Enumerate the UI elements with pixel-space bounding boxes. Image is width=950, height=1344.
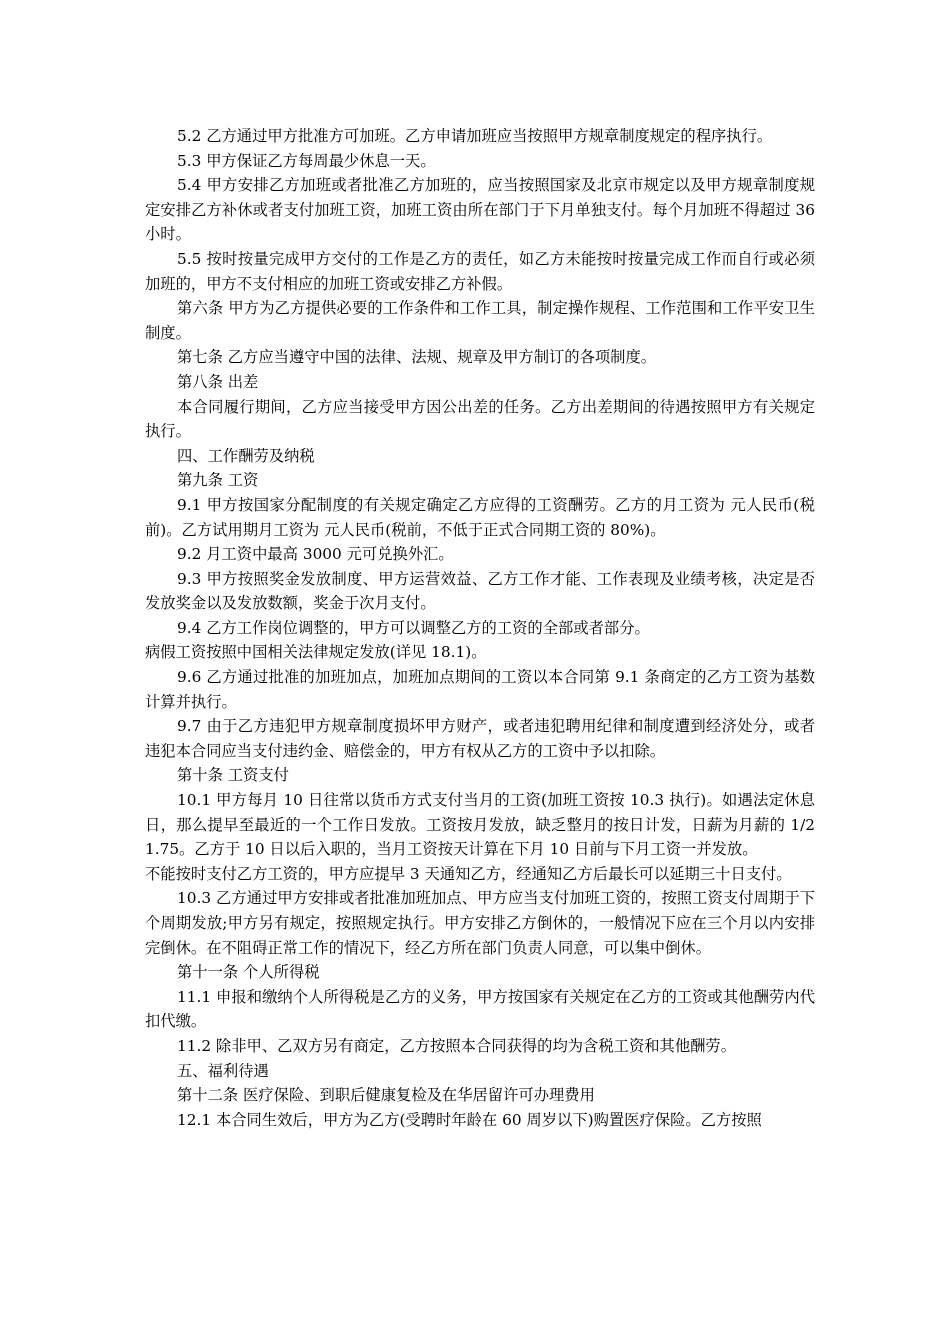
paragraph-5-3: 5.3 甲方保证乙方每周最少休息一天。	[177, 151, 436, 170]
article-10-heading: 第十条 工资支付	[177, 766, 289, 785]
paragraph-10-3: 10.3 乙方通过甲方安排或者批准加班加点、甲方应当支付加班工资的，按照工资支付周期于下个周期发放;甲方另有规定，按照规定执行。甲方安排乙方倒休的，一般情况下应在三个月以内安排完倒休。在不阻碍正常工作的情况下，经乙方所在部门负责人同意，可以集中倒休。	[145, 889, 815, 957]
article-11-heading: 第十一条 个人所得税	[177, 963, 320, 982]
paragraph-late-payment: 不能按时支付乙方工资的，甲方应提早 3 天通知乙方，经通知乙方后最长可以延期三十日支付。	[145, 864, 792, 883]
paragraph-11-2: 11.2 除非甲、乙双方另有商定，乙方按照本合同获得的均为含税工资和其他酬劳。	[177, 1036, 737, 1055]
paragraph-9-6: 9.6 乙方通过批准的加班加点，加班加点期间的工资以本合同第 9.1 条商定的乙方工资为基数计算并执行。	[145, 668, 815, 711]
article-8-body: 本合同履行期间，乙方应当接受甲方因公出差的任务。乙方出差期间的待遇按照甲方有关规定执行。	[145, 397, 815, 441]
paragraph-9-1: 9.1 甲方按国家分配制度的有关规定确定乙方应得的工资酬劳。乙方的月工资为 元人民币(税前)。乙方试用期月工资为 元人民币(税前，不低于正式合同期工资的 80%)。	[145, 495, 815, 539]
paragraph-11-1: 11.1 申报和缴纳个人所得税是乙方的义务，甲方按国家有关规定在乙方的工资或其他酬劳内代扣代缴。	[145, 987, 815, 1031]
paragraph-9-7: 9.7 由于乙方违犯甲方规章制度损坏甲方财产，或者违犯聘用纪律和制度遭到经济处分，或者违犯本合同应当支付违约金、赔偿金的，甲方有权从乙方的工资中予以扣除。	[145, 717, 815, 760]
paragraph-sick-pay: 病假工资按照中国相关法律规定发放(详见 18.1)。	[145, 643, 487, 662]
paragraph-12-1: 12.1 本合同生效后，甲方为乙方(受聘时年龄在 60 周岁以下)购置医疗保险。乙方按照	[177, 1110, 762, 1129]
article-9-heading: 第九条 工资	[177, 471, 259, 490]
article-8-heading: 第八条 出差	[177, 372, 259, 391]
section-5-heading: 五、福利待遇	[177, 1061, 269, 1080]
paragraph-10-1: 10.1 甲方每月 10 日往常以货币方式支付当月的工资(加班工资按 10.3 执行)。如遇法定休息日，那么提早至最近的一个工作日发放。工资按月发放，缺乏整月的按日计发，日薪为月薪的 1/21.75。乙方于 10 日以后入职的，当月工资按天计算在下月 10 日前与下月工资一并发放。	[145, 791, 815, 859]
section-4-heading: 四、工作酬劳及纳税	[177, 446, 315, 465]
paragraph-5-4: 5.4 甲方安排乙方加班或者批准乙方加班的，应当按照国家及北京市规定以及甲方规章制度规定安排乙方补休或者支付加班工资，加班工资由所在部门于下月单独支付。每个月加班不得超过 36 小时。	[145, 176, 815, 244]
article-7: 第七条 乙方应当遵守中国的法律、法规、规章及甲方制订的各项制度。	[177, 348, 657, 367]
article-12-heading: 第十二条 医疗保险、到职后健康复检及在华居留许可办理费用	[177, 1086, 595, 1105]
paragraph-5-5: 5.5 按时按量完成甲方交付的工作是乙方的责任，如乙方未能按时按量完成工作而自行或必须加班的，甲方不支付相应的加班工资或安排乙方补假。	[145, 249, 815, 293]
paragraph-9-4: 9.4 乙方工作岗位调整的，甲方可以调整乙方的工资的全部或者部分。	[177, 618, 650, 637]
paragraph-9-2: 9.2 月工资中最高 3000 元可兑换外汇。	[177, 545, 454, 564]
document-body	[145, 124, 815, 1132]
paragraph-9-3: 9.3 甲方按照奖金发放制度、甲方运营效益、乙方工作才能、工作表现及业绩考核，决定是否发放奖金以及发放数额，奖金于次月支付。	[145, 569, 815, 613]
article-6: 第六条 甲方为乙方提供必要的工作条件和工作工具，制定操作规程、工作范围和工作平安卫生制度。	[145, 299, 815, 342]
paragraph-5-2: 5.2 乙方通过甲方批准方可加班。乙方申请加班应当按照甲方规章制度规定的程序执行。	[177, 127, 773, 145]
